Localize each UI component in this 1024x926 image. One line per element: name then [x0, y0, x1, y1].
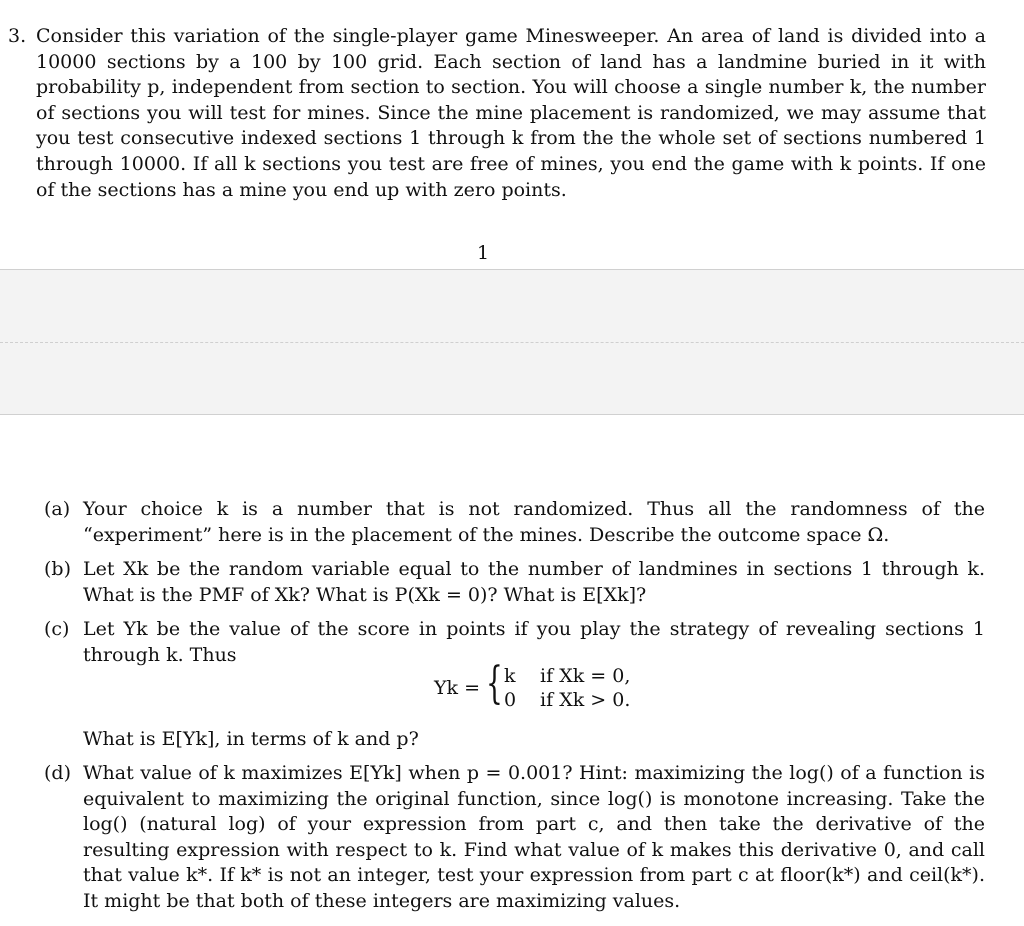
- problem-number: 3.: [8, 25, 27, 47]
- case-1-condition: if Xk = 0,: [540, 665, 631, 687]
- case-2-value: 0: [504, 689, 517, 711]
- case-2-condition: if Xk > 0.: [540, 689, 631, 711]
- equation-lhs: Yk =: [434, 677, 481, 699]
- part-c-label: (c): [44, 618, 70, 640]
- equation-case-2: [504, 689, 630, 711]
- part-b-label: (b): [44, 558, 71, 580]
- page-number: 1: [477, 242, 490, 264]
- part-c-text: Let Yk be the value of the score in points if you play the strategy of revealing sections 1 through k. Thus: [83, 618, 985, 666]
- case-1-value: k: [504, 665, 516, 687]
- problem-statement: Consider this variation of the single-player game Minesweeper. An area of land is divided into a 10000 sections by a 100 by 100 grid. Each section of land has a landmine buried in it with probability p, independent from section to section. You will choose a single number k, the number of sections you will test for mines. Since the mine placement is randomized, we may assume that you test consecutive indexed sections 1 through k from the the whole set of sections numbered 1 through 10000. If all k sections you test are free of mines, you end the game with k points. If one of the sections has a mine you end up with zero points.: [36, 25, 986, 201]
- part-b-text: Let Xk be the random variable equal to the number of landmines in sections 1 through k. What is the PMF of Xk? What is P(Xk = 0)? What is E[Xk]?: [83, 558, 985, 606]
- part-d-label: (d): [44, 762, 71, 784]
- part-a-label: (a): [44, 498, 71, 520]
- equation-case-1: [504, 665, 630, 687]
- part-a-text: Your choice k is a number that is not randomized. Thus all the randomness of the “experiment” here is in the placement of the mines. Describe the outcome space Ω.: [83, 498, 985, 546]
- brace-symbol: {: [486, 658, 503, 709]
- page-break-gap: [0, 269, 1024, 415]
- part-c-followup: What is E[Yk], in terms of k and p?: [83, 728, 419, 750]
- page-break-divider: [0, 342, 1024, 343]
- part-d-text: What value of k maximizes E[Yk] when p = 0.001? Hint: maximizing the log() of a function is equivalent to maximizing the original function, since log() is monotone increasing. Take the log() (natural log) of your expression from part c, and then take the derivative of the resulting expression with respect to k. Find what value of k makes this derivative 0, and call that value k*. If k* is not an integer, test your expression from part c at floor(k*) and ceil(k*). It might be that both of these integers are maximizing values.: [83, 762, 985, 912]
